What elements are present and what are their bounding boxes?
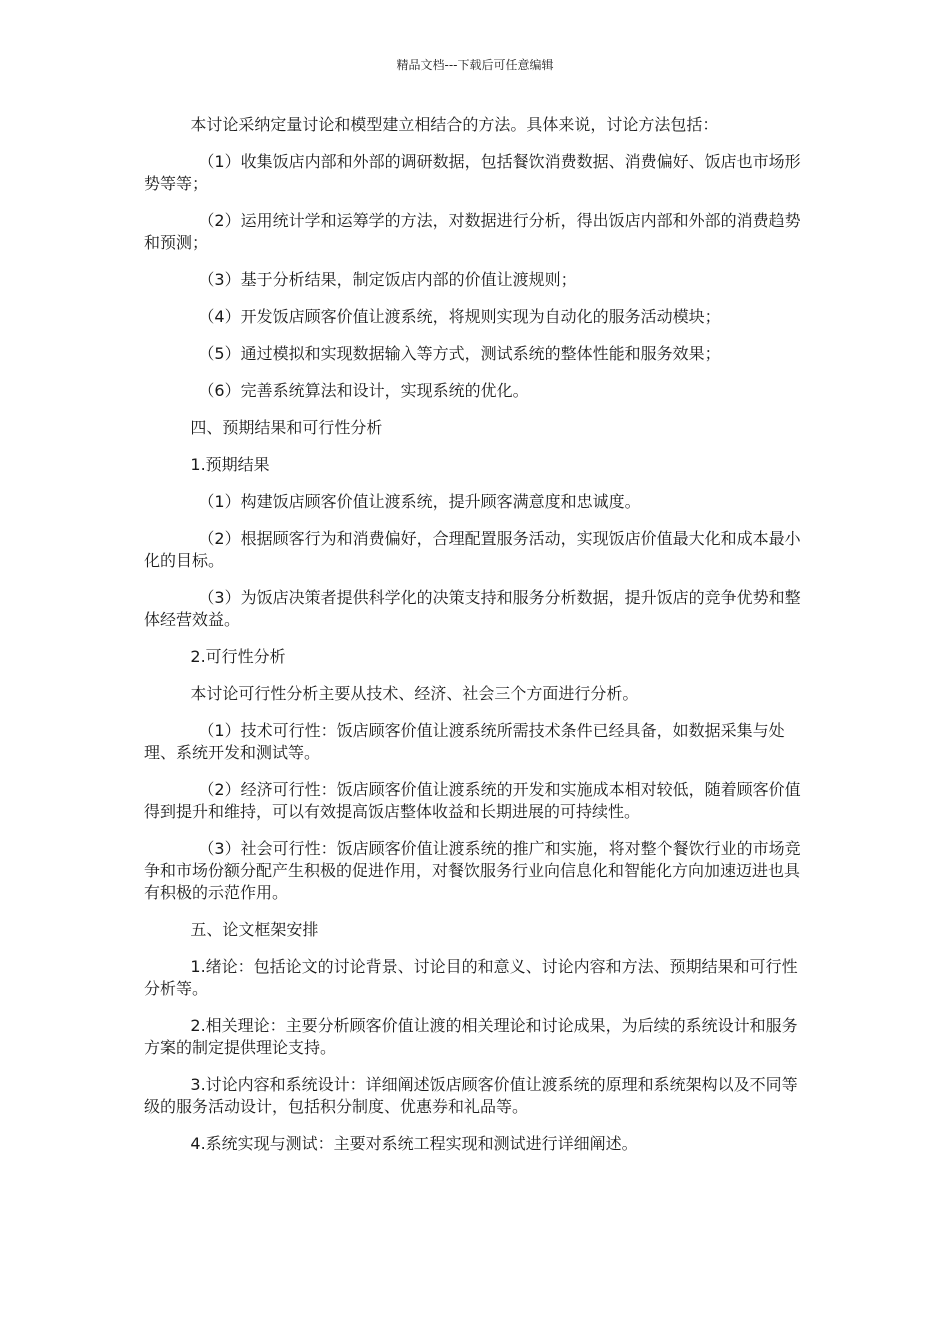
section-heading-5: 五、论文框架安排 <box>190 920 319 939</box>
paragraph-framework-1: 1.绪论：包括论文的讨论背景、讨论目的和意义、讨论内容和方法、预期结果和可行性分析等。 <box>144 957 798 998</box>
section-heading-4: 四、预期结果和可行性分析 <box>190 418 383 437</box>
paragraph-method-3: （3）基于分析结果，制定饭店内部的价值让渡规则； <box>198 270 577 289</box>
paragraph-framework-4: 4.系统实现与测试：主要对系统工程实现和测试进行详细阐述。 <box>190 1134 638 1153</box>
subheading-expected-results: 1.预期结果 <box>190 455 270 474</box>
paragraph-method-5: （5）通过模拟和实现数据输入等方式，测试系统的整体性能和服务效果； <box>198 344 721 363</box>
document-body <box>144 114 806 1170</box>
paragraph-method-4: （4）开发饭店顾客价值让渡系统，将规则实现为自动化的服务活动模块； <box>198 307 721 326</box>
paragraph-result-1: （1）构建饭店顾客价值让渡系统，提升顾客满意度和忠诚度。 <box>198 492 641 511</box>
subheading-feasibility: 2.可行性分析 <box>190 647 286 666</box>
paragraph-method-1: （1）收集饭店内部和外部的调研数据，包括餐饮消费数据、消费偏好、饭店也市场形势等等； <box>144 152 801 193</box>
paragraph-feasibility-social: （3）社会可行性：饭店顾客价值让渡系统的推广和实施，将对整个餐饮行业的市场竞争和市场份额分配产生积极的促进作用，对餐饮服务行业向信息化和智能化方向加速迈进也具有积极的示范作用。 <box>144 839 801 902</box>
paragraph-framework-2: 2.相关理论：主要分析顾客价值让渡的相关理论和讨论成果，为后续的系统设计和服务方案的制定提供理论支持。 <box>144 1016 798 1057</box>
paragraph-feasibility-intro: 本讨论可行性分析主要从技术、经济、社会三个方面进行分析。 <box>190 684 639 703</box>
page-header: 精品文档---下载后可任意编辑 <box>396 58 554 72</box>
paragraph-method-2: （2）运用统计学和运筹学的方法，对数据进行分析，得出饭店内部和外部的消费趋势和预测； <box>144 211 801 252</box>
paragraph-feasibility-econ: （2）经济可行性：饭店顾客价值让渡系统的开发和实施成本相对较低，随着顾客价值得到提升和维持，可以有效提高饭店整体收益和长期进展的可持续性。 <box>144 780 801 821</box>
paragraph-framework-3: 3.讨论内容和系统设计：详细阐述饭店顾客价值让渡系统的原理和系统架构以及不同等级的服务活动设计，包括积分制度、优惠券和礼品等。 <box>144 1075 798 1116</box>
paragraph-result-2: （2）根据顾客行为和消费偏好，合理配置服务活动，实现饭店价值最大化和成本最小化的目标。 <box>144 529 801 570</box>
paragraph-feasibility-tech: （1）技术可行性：饭店顾客价值让渡系统所需技术条件已经具备，如数据采集与处理、系统开发和测试等。 <box>144 721 785 762</box>
paragraph-method-intro: 本讨论采纳定量讨论和模型建立相结合的方法。具体来说，讨论方法包括： <box>190 115 719 134</box>
paragraph-result-3: （3）为饭店决策者提供科学化的决策支持和服务分析数据，提升饭店的竞争优势和整体经营效益。 <box>144 588 801 629</box>
paragraph-method-6: （6）完善系统算法和设计，实现系统的优化。 <box>198 381 529 400</box>
